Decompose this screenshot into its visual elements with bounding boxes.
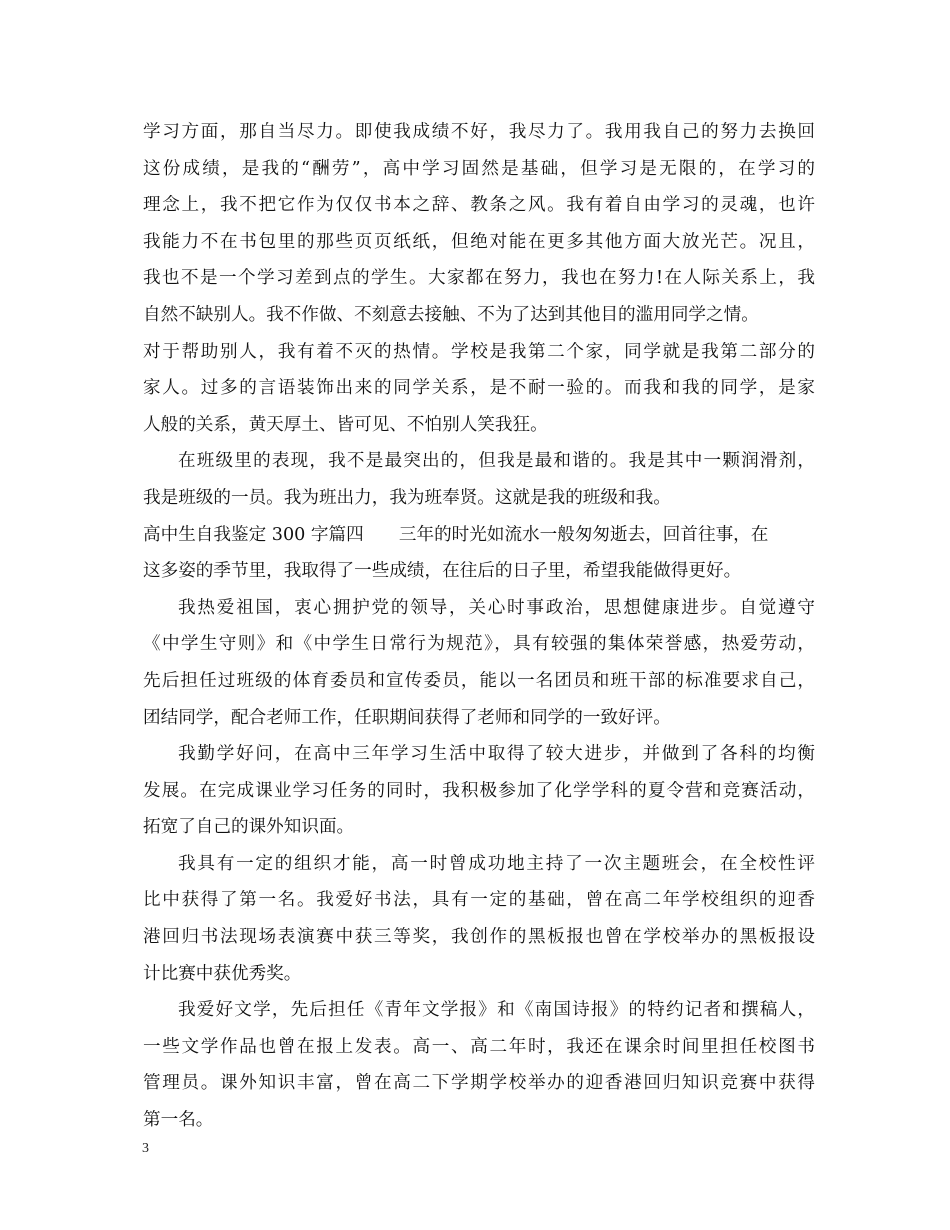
text-line: 先后担任过班级的体育委员和宣传委员，能以一名团员和班干部的标准要求自己， bbox=[143, 670, 815, 691]
text-line: 这多姿的季节里，我取得了一些成绩，在往后的日子里，希望我能做得更好。 bbox=[143, 561, 742, 582]
text-line: 团结同学，配合老师工作，任职期间获得了老师和同学的一致好评。 bbox=[143, 707, 671, 728]
text-line: 学习方面，那自当尽力。即使我成绩不好，我尽力了。我用我自己的努力去换回 bbox=[143, 122, 815, 142]
text-line: 拓宽了自己的课外知识面。 bbox=[143, 817, 355, 838]
text-line: 对于帮助别人，我有着不灭的热情。学校是我第二个家，同学就是我第二部分的 bbox=[143, 341, 815, 362]
text-line: 人般的关系，黄天厚土、皆可见、不怕别人笑我狂。 bbox=[143, 414, 548, 435]
text-line: 比中获得了第一名。我爱好书法，具有一定的基础，曾在高二年学校组织的迎香 bbox=[143, 890, 815, 911]
text-line: 家人。过多的言语装饰出来的同学关系，是不耐一验的。而我和我的同学，是家 bbox=[143, 378, 815, 399]
body-text bbox=[143, 114, 815, 1139]
text-line: 发展。在完成课业学习任务的同时，我积极参加了化学学科的夏令营和竞赛活动， bbox=[143, 780, 815, 801]
text-line: 我也不是一个学习差到点的学生。大家都在努力，我也在努力!在人际关系上，我 bbox=[143, 268, 815, 289]
text-line: 我勤学好问，在高中三年学习生活中取得了较大进步，并做到了各科的均衡 bbox=[178, 744, 815, 765]
text-line: 理念上，我不把它作为仅仅书本之辞、教条之风。我有着自由学习的灵魂，也许 bbox=[143, 195, 815, 216]
page-number: 3 bbox=[142, 1141, 149, 1156]
text-line: 港回归书法现场表演赛中获三等奖，我创作的黑板报也曾在学校举办的黑板报设 bbox=[143, 927, 815, 948]
text-line: 我具有一定的组织才能，高一时曾成功地主持了一次主题班会，在全校性评 bbox=[178, 853, 815, 874]
text-line: 管理员。课外知识丰富，曾在高二下学期学校举办的迎香港回归知识竞赛中获得 bbox=[143, 1073, 815, 1094]
section-heading-line: 高中生自我鉴定 300 字篇四 三年的时光如流水一般匆匆逝去，回首往事，在 bbox=[143, 524, 769, 545]
text-line: 第一名。 bbox=[143, 1110, 214, 1131]
text-line: 我热爱祖国，衷心拥护党的领导，关心时事政治，思想健康进步。自觉遵守 bbox=[178, 597, 815, 618]
text-line: 我是班级的一员。我为班出力，我为班奉贤。这就是我的班级和我。 bbox=[143, 487, 671, 508]
text-line: 《中学生守则》和《中学生日常行为规范》，具有较强的集体荣誉感，热爱劳动， bbox=[143, 634, 815, 655]
text-line: 一些文学作品也曾在报上发表。高一、高二年时，我还在课余时间里担任校图书 bbox=[143, 1036, 815, 1057]
text-line: 计比赛中获优秀奖。 bbox=[143, 963, 302, 984]
text-line: 这份成绩，是我的“酬劳”，高中学习固然是基础，但学习是无限的，在学习的 bbox=[143, 158, 815, 179]
text-line: 自然不缺别人。我不作做、不刻意去接触、不为了达到其他目的滥用同学之情。 bbox=[143, 304, 759, 325]
text-line: 我爱好文学，先后担任《青年文学报》和《南国诗报》的特约记者和撰稿人， bbox=[178, 1000, 815, 1021]
text-line: 在班级里的表现，我不是最突出的，但我是最和谐的。我是其中一颗润滑剂， bbox=[178, 451, 815, 472]
text-line: 我能力不在书包里的那些页页纸纸，但绝对能在更多其他方面大放光芒。况且， bbox=[143, 231, 815, 252]
